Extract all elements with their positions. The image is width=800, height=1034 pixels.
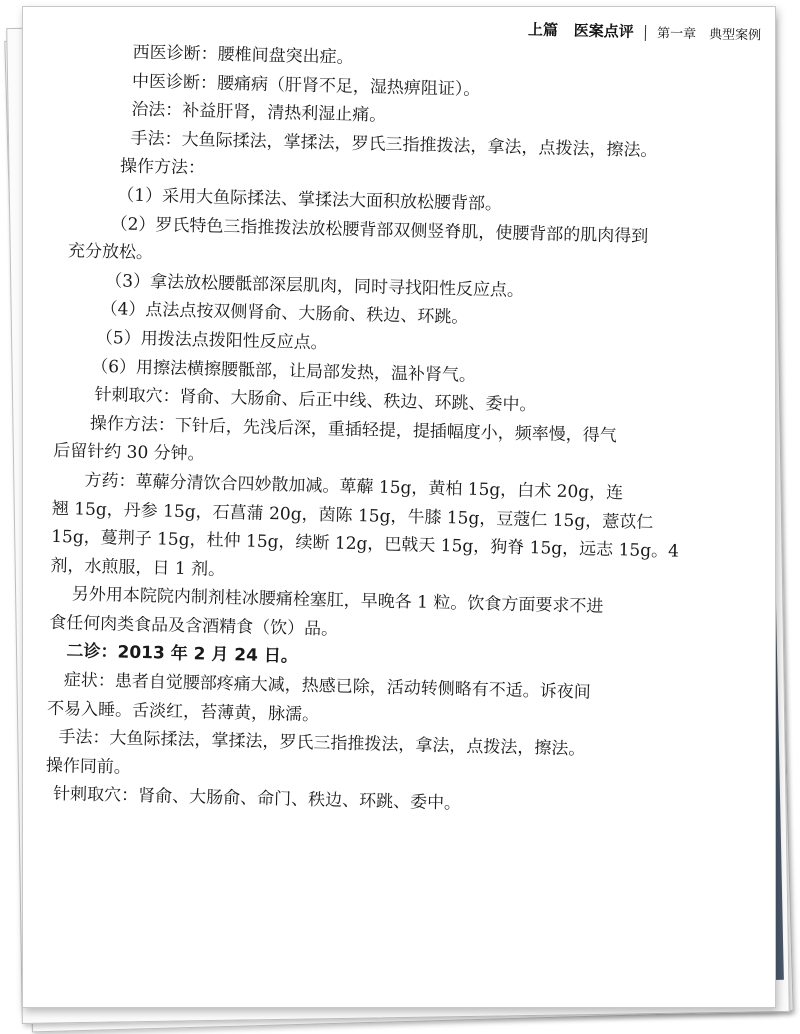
text-line: （1）采用大鱼际揉法、掌揉法大面积放松腰背部。 [117,185,503,215]
text-line: （6）用擦法横擦腰骶部，让局部发热，温补肾气。 [91,356,477,386]
text-line: 西医诊断：腰椎间盘突出症。 [132,42,354,68]
text-line: 针刺取穴：肾俞、大肠俞、命门、秩边、环跳、委中。 [52,784,462,815]
book-page [22,6,776,1008]
text-line: 中医诊断：腰痛病（肝肾不足，湿热痹阻证）。 [131,71,481,100]
text-line: 操作方法： [119,156,206,179]
text-line: 食任何肉类食品及含酒精食（饮）品。 [48,612,339,640]
text-line: 治法：补益肝肾，清热利湿止痛。 [131,99,387,126]
header-section: 医案点评 [573,21,634,41]
text-line: （5）用拨法点拨阳性反应点。 [95,327,328,354]
header-chapter: 第一章 典型案例 [656,26,762,44]
text-line: 方药：萆薢分清饮合四妙散加减。萆薢 15g，黄柏 15g，白术 20g，连 [84,470,624,504]
text-line: 二诊：2013 年 2 月 24 日。 [66,641,299,668]
text-line: 症状：患者自觉腰部疼痛大减，热感已除，活动转侧略有不适。诉夜间 [63,670,591,703]
text-line: 充分放松。 [67,241,154,264]
text-line: 操作方法：下针后，先浅后深，重插轻提，提插幅度小，频率慢，得气 [89,413,617,446]
text-line: 手法：大鱼际揉法，掌揉法，罗氏三指推拨法，拿法，点拨法，擦法。 [130,128,658,161]
text-line: 不易入睡。舌淡红，苔薄黄，脉濡。 [46,698,320,725]
text-line: 剂，水煎服，日 1 剂。 [50,555,226,580]
text-line: 操作同前。 [45,755,132,778]
text-line: 翘 15g，丹参 15g，石菖蒲 20g，茵陈 15g，牛膝 15g，豆蔻仁 15g，薏苡仁 [51,498,654,533]
header-divider [645,25,646,41]
header-part: 上篇 [527,20,559,40]
text-line: 后留针约 30 分钟。 [53,441,205,465]
text-line: 针刺取穴：肾俞、大肠俞、后正中线、秩边、环跳、委中。 [94,384,537,416]
page-text-body [45,37,753,825]
text-line: （2）罗氏特色三指推拨法放松腰背部双侧竖脊肌，使腰背部的肌肉得到 [110,213,649,247]
text-line: （3）拿法放松腰骶部深层肌肉，同时寻找阳性反应点。 [105,270,525,301]
text-line: 手法：大鱼际揉法，掌揉法，罗氏三指推拨法，拿法，点拨法，擦法。 [58,727,586,760]
text-line: 15g，蔓荆子 15g，杜仲 15g，续断 12g，巴戟天 15g，狗脊 15g，远志 15g。4 [50,526,680,562]
running-header [528,19,762,45]
text-line: 另外用本院院内制剂桂冰腰痛栓塞肛，早晚各 1 粒。饮食方面要求不进 [71,584,604,618]
text-line: （4）点法点按双侧肾俞、大肠俞、秩边、环跳。 [100,299,469,328]
